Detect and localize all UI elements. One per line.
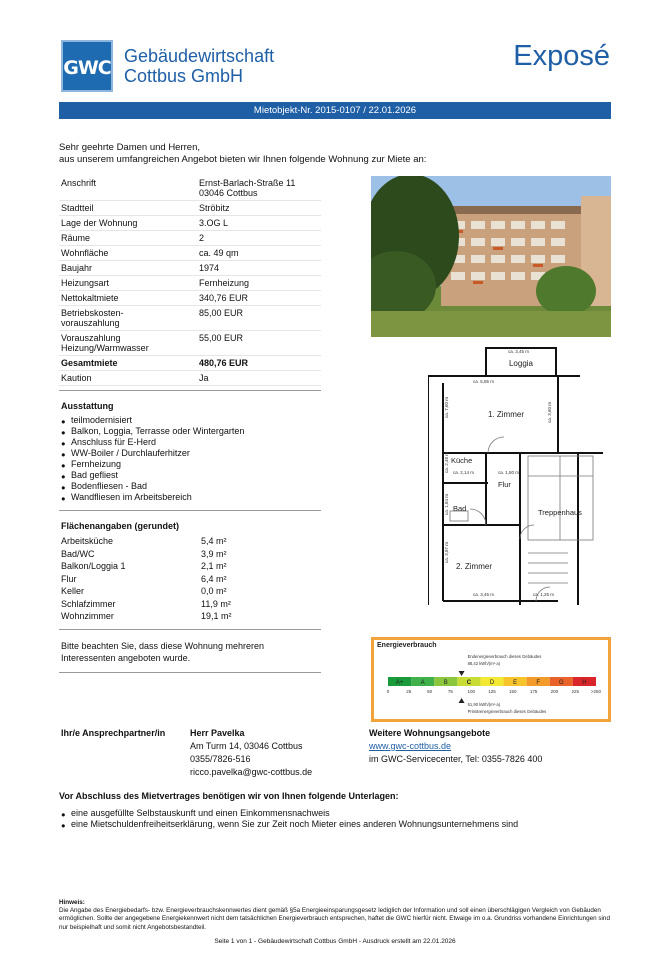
fact-row — [59, 306, 321, 331]
divider — [59, 672, 321, 673]
contact-name: Herr Pavelka — [190, 728, 245, 738]
fact-row — [59, 216, 321, 231]
energy-scale-tick: 25 — [406, 689, 412, 694]
area-row — [59, 560, 321, 573]
fact-value: Ströbitz — [199, 203, 230, 213]
hint-section — [59, 899, 614, 932]
plan-label-treppenhaus: Treppenhaus — [538, 508, 582, 517]
floor-plan — [428, 343, 610, 609]
energy-top-label: Endenergieverbrauch dieses Gebäudes — [467, 654, 542, 659]
energy-class-label: A+ — [395, 680, 404, 686]
company-name-line2: Cottbus GmbH — [124, 66, 244, 86]
area-label: Wohnzimmer — [61, 611, 114, 621]
plan-dimension: ca. 2,48 m — [444, 451, 449, 473]
equipment-item: ● Wandfliesen im Arbeitsbereich — [59, 492, 321, 503]
plan-dimension: ca. 7,60 m — [444, 396, 449, 418]
area-row — [59, 598, 321, 611]
energy-bottom-value: 51,90 kWh/(m²·a) — [467, 702, 501, 707]
area-value: 5,4 m² — [201, 536, 227, 546]
plan-label-zimmer2: 2. Zimmer — [456, 562, 492, 571]
intro-sentence: aus unserem umfangreichen Angebot bieten wir Ihnen folgende Wohnung zur Miete an: — [59, 154, 427, 165]
equipment-item: ● teilmodernisiert — [59, 415, 321, 426]
equipment-item: ● Bad gefliest — [59, 470, 321, 481]
object-number-bar: Mietobjekt-Nr. 2015-0107 / 22.01.2026 — [59, 102, 611, 119]
area-label: Arbeitsküche — [61, 536, 114, 546]
fact-value: 55,00 EUR — [199, 333, 244, 343]
fact-value: Ja — [199, 373, 209, 383]
plan-dimension: ca. 5,85 m — [473, 379, 495, 384]
areas-list — [59, 535, 321, 623]
energy-scale-tick: 0 — [386, 689, 390, 694]
energy-scale-tick: 150 — [509, 689, 517, 694]
area-value: 0,0 m² — [201, 586, 227, 596]
energy-class-label: C — [466, 680, 472, 686]
energy-class-label: D — [489, 680, 495, 686]
plan-dimension: ca. 3,87 m — [444, 541, 449, 563]
fact-label: Betriebskosten- vorauszahlung — [61, 308, 124, 328]
document-item: ● eine ausgefüllte Selbstauskunft und einen Einkommensnachweis — [59, 808, 619, 819]
service-center-text: im GWC-Servicecenter, Tel: 0355-7826 400 — [369, 754, 543, 764]
area-label: Keller — [61, 586, 85, 596]
plan-dimension: ca. 1,80 m — [498, 470, 520, 475]
equipment-list — [59, 415, 321, 503]
company-name-line1: Gebäudewirtschaft — [124, 46, 275, 66]
plan-dimension: ca. 1,84 m — [444, 493, 449, 515]
fact-value: 3.OG L — [199, 218, 229, 228]
fact-value: 340,76 EUR — [199, 293, 249, 303]
area-value: 6,4 m² — [201, 573, 227, 584]
energy-scale-tick: 125 — [488, 689, 496, 694]
fact-value: 2 — [199, 233, 205, 243]
fact-label: Gesamtmiete — [61, 358, 118, 368]
plan-dimension: ca. 1,25 m — [533, 592, 555, 597]
energy-marker-bottom — [459, 698, 465, 703]
fact-value: 480,76 EUR — [199, 358, 249, 368]
energy-scale-tick: 100 — [467, 689, 475, 694]
documents-list — [59, 808, 619, 830]
equipment-item: ● Anschluss für E-Herd — [59, 437, 321, 448]
note-text: Bitte beachten Sie, dass diese Wohnung mehreren Interessenten angeboten wurde. — [61, 640, 264, 663]
fact-row — [59, 276, 321, 291]
contact-email[interactable]: ricco.pavelka@gwc-cottbus.de — [190, 767, 313, 777]
fact-label: Lage der Wohnung — [61, 218, 138, 228]
area-value: 11,9 m² — [201, 598, 231, 609]
energy-scale-tick: 175 — [529, 689, 538, 694]
fact-row — [59, 291, 321, 306]
plan-label-zimmer1: 1. Zimmer — [488, 410, 524, 419]
area-row — [59, 573, 321, 586]
fact-label: Heizungsart — [61, 278, 110, 288]
energy-scale-tick: >250 — [590, 689, 602, 694]
left-column — [59, 176, 321, 673]
energy-scale — [374, 651, 608, 719]
documents-heading: Vor Abschluss des Mietvertrages benötigen wir von Ihnen folgende Unterlagen: — [59, 791, 399, 801]
energy-class-label: B — [443, 680, 448, 686]
area-row — [59, 610, 321, 623]
area-row — [59, 548, 321, 561]
energy-label — [371, 637, 611, 722]
energy-scale-tick: 50 — [427, 689, 433, 694]
contact-heading: Ihr/e Ansprechpartner/in — [61, 728, 166, 738]
energy-top-value: 88,42 kWh/(m²·a) — [467, 661, 501, 666]
fact-row — [59, 201, 321, 216]
fact-label: Vorauszahlung Heizung/Warmwasser — [61, 333, 149, 353]
plan-dimension: ca. 3,60 m — [547, 401, 552, 423]
plan-dimension: ca. 2,14 m — [453, 470, 475, 475]
fact-value: 85,00 EUR — [199, 308, 244, 318]
fact-label: Wohnfläche — [61, 248, 109, 258]
fact-label: Stadtteil — [61, 203, 94, 213]
plan-dimension: ca. 3,45 m — [473, 592, 495, 597]
document-item: ● eine Mietschuldenfreiheitserklärung, wenn Sie zur Zeit noch Mieter eines anderen Wohnungsunternehmens sind — [59, 819, 619, 830]
energy-scale-tick: 200 — [550, 689, 559, 694]
building-photo — [371, 176, 611, 337]
fact-value: ca. 49 qm — [199, 248, 239, 258]
plan-label-bad: Bad — [453, 504, 467, 513]
hint-title: Hinweis: — [59, 899, 85, 906]
energy-class-label: A — [420, 680, 425, 686]
contact-phone: 0355/7826-516 — [190, 754, 251, 764]
intro-text — [59, 142, 479, 166]
page-footer: Seite 1 von 1 - Gebäudewirtschaft Cottbus GmbH - Ausdruck erstellt am 22.01.2026 — [214, 938, 456, 945]
fact-row — [59, 246, 321, 261]
fact-row — [59, 261, 321, 276]
energy-class-label: G — [558, 680, 564, 686]
equipment-title: Ausstattung — [61, 401, 114, 411]
website-link[interactable]: www.gwc-cottbus.de — [369, 741, 452, 751]
area-label: Flur — [61, 573, 77, 584]
contact-street: Am Turm 14, 03046 Cottbus — [190, 741, 303, 751]
fact-value: 1974 — [199, 263, 220, 273]
area-value: 19,1 m² — [201, 611, 232, 621]
plan-label-flur: Flur — [498, 480, 511, 489]
plan-dimension: ca. 3,45 m — [508, 349, 530, 354]
fact-value: Ernst-Barlach-Straße 11 03046 Cottbus — [199, 178, 296, 198]
area-label: Balkon/Loggia 1 — [61, 561, 126, 571]
energy-scale-tick: 75 — [447, 689, 453, 694]
area-value: 2,1 m² — [201, 561, 227, 571]
energy-class-label: H — [582, 680, 587, 686]
fact-value: Fernheizung — [199, 278, 250, 288]
fact-label: Räume — [61, 233, 91, 243]
area-row — [59, 585, 321, 598]
area-label: Schlafzimmer — [61, 598, 116, 609]
hint-text: Die Angabe des Energiebedarfs- bzw. Energieverbrauchskennwertes dient gemäß §5a Energieeinsparungsgesetz lediglich der Information und soll einen überschlägigen Vergleich von Gebäuden ermöglichen. Sollte der angegebene Energiekennwert nicht dem tatsächlichen Energieverbrauch entsprechen, haftet die GWC hierfür nicht. Etwaige im o.a. Grundriss vorhandene Einrichtungen sind nur beispielhaft und somit nicht Angebotsbestandteil. — [59, 907, 610, 931]
plan-label-loggia: Loggia — [508, 359, 534, 368]
energy-marker-top — [459, 671, 465, 676]
area-label: Bad/WC — [61, 548, 95, 559]
fact-row — [59, 371, 321, 386]
divider — [59, 510, 321, 511]
intro-greeting: Sehr geehrte Damen und Herren, — [59, 142, 200, 153]
fact-row — [59, 331, 321, 356]
fact-label: Baujahr — [61, 263, 93, 273]
equipment-item: ● WW-Boiler / Durchlauferhitzer — [59, 448, 321, 459]
area-row — [59, 535, 321, 548]
areas-title: Flächenangaben (gerundet) — [61, 521, 180, 531]
page-title: Exposé — [513, 40, 610, 72]
more-offers-block — [369, 727, 542, 766]
documents-section — [59, 790, 619, 830]
energy-bottom-label: Primärenergieverbrauch dieses Gebäudes — [467, 709, 547, 714]
equipment-item: ● Bodenfliesen - Bad — [59, 481, 321, 492]
fact-row — [59, 231, 321, 246]
energy-class-label: F — [536, 680, 541, 686]
fact-label: Anschrift — [61, 178, 97, 188]
fact-row — [59, 356, 321, 371]
area-value: 3,9 m² — [201, 548, 227, 559]
equipment-item: ● Fernheizung — [59, 459, 321, 470]
company-name — [124, 46, 274, 86]
plan-label-kueche: Küche — [451, 456, 473, 465]
fact-row — [59, 176, 321, 201]
energy-class-label: E — [513, 680, 518, 686]
divider — [59, 390, 321, 391]
energy-title: Energieverbrauch — [377, 642, 437, 649]
fact-label: Kaution — [61, 373, 92, 383]
energy-scale-tick: 225 — [571, 689, 579, 694]
equipment-item: ● Balkon, Loggia, Terrasse oder Wintergarten — [59, 426, 321, 437]
fact-label: Nettokaltmiete — [61, 293, 119, 303]
contact-block — [190, 727, 312, 779]
more-offers-heading: Weitere Wohnungsangebote — [369, 728, 491, 738]
divider — [59, 629, 321, 630]
facts-table — [59, 176, 321, 386]
company-logo: GWC — [61, 40, 113, 92]
